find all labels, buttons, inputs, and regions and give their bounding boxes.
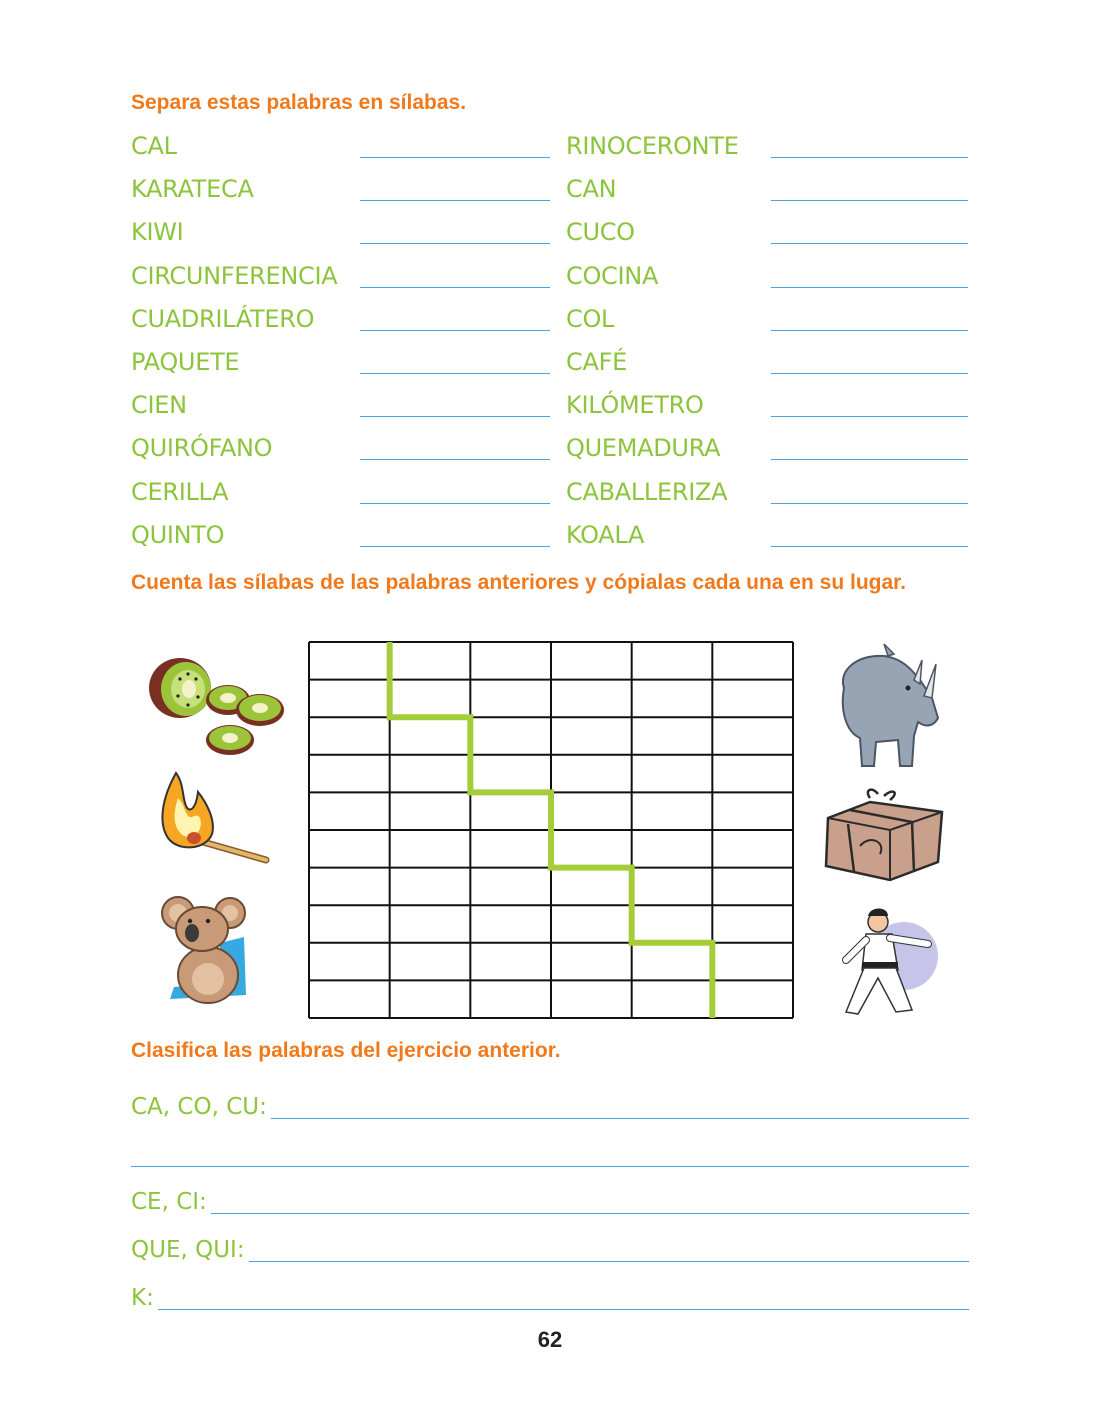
word-list-left (131, 128, 551, 560)
word-label: CERILLA (131, 477, 229, 506)
classify-label-que-qui: QUE, QUI: (131, 1237, 249, 1263)
word-label: KOALA (566, 520, 645, 549)
word-label: KARATECA (131, 175, 254, 204)
answer-line[interactable] (360, 330, 550, 331)
word-row (131, 517, 551, 560)
word-label: CUCO (566, 218, 635, 247)
heading-count-syllables: Cuenta las sílabas de las palabras anteriores y cópialas cada una en su lugar. (131, 571, 907, 594)
classify-row-ca-co-cu (131, 1094, 969, 1124)
word-label: QUEMADURA (566, 434, 721, 463)
answer-line[interactable] (360, 416, 550, 417)
word-row (131, 128, 551, 171)
answer-line[interactable] (360, 200, 550, 201)
word-row (131, 258, 551, 301)
word-label: QUIRÓFANO (131, 434, 273, 463)
classify-label-k: K: (131, 1285, 158, 1311)
word-label: CIEN (131, 391, 187, 420)
word-label: RINOCERONTE (566, 132, 739, 160)
answer-line[interactable] (771, 546, 968, 547)
answer-line[interactable] (360, 157, 550, 158)
classify-label-ca-co-cu: CA, CO, CU: (131, 1094, 271, 1120)
classify-row-continuation (131, 1142, 969, 1172)
word-row (131, 430, 551, 473)
word-row (131, 344, 551, 387)
word-label: CAFÉ (566, 347, 627, 376)
word-label: CAL (131, 132, 177, 160)
word-label: PAQUETE (131, 347, 240, 376)
word-row (131, 387, 551, 430)
word-label: KIWI (131, 218, 184, 247)
answer-line[interactable] (360, 287, 550, 288)
word-row (566, 301, 986, 344)
word-row (566, 214, 986, 257)
word-row (131, 301, 551, 344)
word-label: COL (566, 304, 615, 333)
syllable-grid (307, 640, 795, 1020)
rhinoceros-icon (828, 640, 940, 772)
answer-line[interactable] (771, 373, 968, 374)
page-number: 62 (537, 1327, 563, 1352)
classify-row-ce-ci (131, 1189, 969, 1219)
answer-line[interactable] (771, 243, 968, 244)
word-label: QUINTO (131, 520, 225, 549)
kiwi-icon (146, 652, 288, 756)
answer-line[interactable] (360, 243, 550, 244)
answer-line[interactable] (360, 546, 550, 547)
answer-line[interactable] (771, 459, 968, 460)
word-label: CABALLERIZA (566, 477, 728, 506)
word-row (566, 128, 986, 171)
word-row (566, 171, 986, 214)
word-row (566, 474, 986, 517)
match-icon (154, 768, 272, 868)
classify-row-que-qui (131, 1237, 969, 1267)
word-row (566, 387, 986, 430)
word-row (131, 171, 551, 214)
word-row (131, 214, 551, 257)
answer-line[interactable] (131, 1309, 969, 1310)
package-icon (820, 784, 950, 884)
word-label: CUADRILÁTERO (131, 304, 315, 333)
word-label: KILÓMETRO (566, 391, 704, 420)
answer-line[interactable] (771, 503, 968, 504)
heading-separate-syllables: Separa estas palabras en sílabas. (131, 91, 467, 114)
classify-label-ce-ci: CE, CI: (131, 1189, 211, 1215)
answer-line[interactable] (360, 373, 550, 374)
word-label: COCINA (566, 261, 659, 290)
answer-line[interactable] (131, 1166, 969, 1167)
answer-line[interactable] (360, 459, 550, 460)
word-list-right (566, 128, 986, 560)
answer-line[interactable] (771, 200, 968, 201)
word-row (566, 517, 986, 560)
answer-line[interactable] (360, 503, 550, 504)
answer-line[interactable] (771, 287, 968, 288)
answer-line[interactable] (771, 416, 968, 417)
word-row (566, 258, 986, 301)
heading-classify: Clasifica las palabras del ejercicio anterior. (131, 1039, 561, 1062)
answer-line[interactable] (771, 330, 968, 331)
word-row (131, 474, 551, 517)
answer-line[interactable] (131, 1213, 969, 1214)
karate-fighter-icon (832, 904, 942, 1022)
word-row (566, 344, 986, 387)
classify-row-k (131, 1285, 969, 1315)
answer-line[interactable] (771, 157, 968, 158)
word-label: CAN (566, 175, 617, 204)
word-row (566, 430, 986, 473)
answer-line[interactable] (131, 1261, 969, 1262)
koala-icon (160, 893, 250, 1011)
word-label: CIRCUNFERENCIA (131, 261, 338, 290)
